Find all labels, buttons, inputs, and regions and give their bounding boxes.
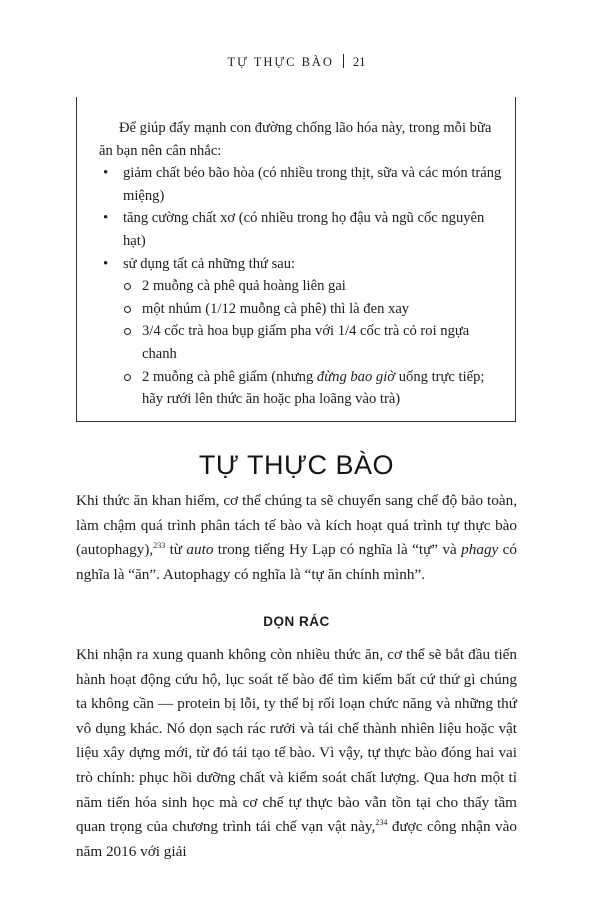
emphasis-text: phagy	[461, 541, 499, 559]
sidebar-box-content	[99, 117, 504, 411]
paragraph-text: Khi thức ăn khan hiếm, cơ thể chúng ta sẽ chuyển sang chế độ bảo toàn, làm chậm quá trình phân tách tế bào và kích hoạt quá trình tự thực bào (autophagy),	[76, 492, 517, 559]
body-paragraph	[76, 489, 517, 587]
paragraph-text: có nghĩa là “ăn”. Autophagy có nghĩa là “tự ăn chính mình”.	[76, 541, 517, 583]
paragraph-text: trong tiếng Hy Lạp có nghĩa là “tự” và	[213, 541, 462, 559]
box-intro: Để giúp đẩy mạnh con đường chống lão hóa này, trong mỗi bữa ăn bạn nên cân nhắc:	[99, 120, 492, 159]
sub-list-item-text: uống trực tiếp; hãy rưới lên thức ăn hoặc pha loãng vào trà)	[142, 368, 485, 408]
footnote-ref: 233	[153, 541, 166, 551]
paragraph-text: từ	[165, 541, 187, 559]
emphasis-text: đừng bao giờ	[316, 368, 396, 385]
footnote-ref: 234	[375, 818, 388, 828]
sub-list-item	[123, 366, 504, 411]
header-divider	[343, 54, 344, 68]
recommendation-list	[99, 162, 504, 411]
page-number: 21	[352, 55, 366, 69]
paragraph-text: Khi nhận ra xung quanh không còn nhiều thức ăn, cơ thể sẽ bắt đầu tiến hành hoạt động cứu hộ, lục soát tế bào để tìm kiếm bất cứ thứ gì chúng ta không cần — protein bị lỗi, ty thể bị rối loạn chức năng và những thứ vô dụng khác. Nó dọn sạch rác rưởi và tái chế thành nhiên liệu hoặc vật liệu xây dựng mới, từ đó tái tạo tế bào. Vì vậy, tự thực bào đóng hai vai trò chính: phục hồi dưỡng chất và kiểm soát chất lượng. Qua hơn một tỉ năm tiến hóa sinh học mà cơ chế tự thực bào vẫn tồn tại cho thấy tầm quan trọng của chương trình tái chế vạn vật này,	[76, 646, 517, 836]
sub-list-item-text: 2 muỗng cà phê giấm (nhưng	[142, 368, 317, 385]
body-paragraph	[76, 643, 517, 864]
running-header	[0, 54, 593, 70]
sidebar-box	[76, 97, 516, 422]
sub-list-item: 2 muỗng cà phê quả hoàng liên gai	[123, 275, 504, 298]
list-item: • tăng cường chất xơ (có nhiều trong họ đậu và ngũ cốc nguyên hạt)	[99, 207, 504, 252]
paragraph-text: được công nhận vào năm 2016 với giải	[76, 818, 517, 860]
subsection-title: DỌN RÁC	[263, 614, 330, 629]
section-title: TỰ THỰC BÀO	[198, 450, 395, 480]
emphasis-text: auto	[186, 541, 214, 559]
running-header-title: TỰ THỰC BÀO	[227, 55, 334, 69]
sub-list-item: 3/4 cốc trà hoa bụp giấm pha với 1/4 cốc trà cỏ roi ngựa chanh	[123, 320, 504, 365]
list-item	[99, 253, 504, 411]
list-item: • giảm chất béo bão hòa (có nhiều trong thịt, sữa và các món tráng miệng)	[99, 162, 504, 207]
sub-list-item: một nhúm (1/12 muỗng cà phê) thì là đen xay	[123, 298, 504, 321]
sub-list	[123, 275, 504, 411]
list-item-label: sử dụng tất cả những thứ sau:	[123, 255, 296, 272]
